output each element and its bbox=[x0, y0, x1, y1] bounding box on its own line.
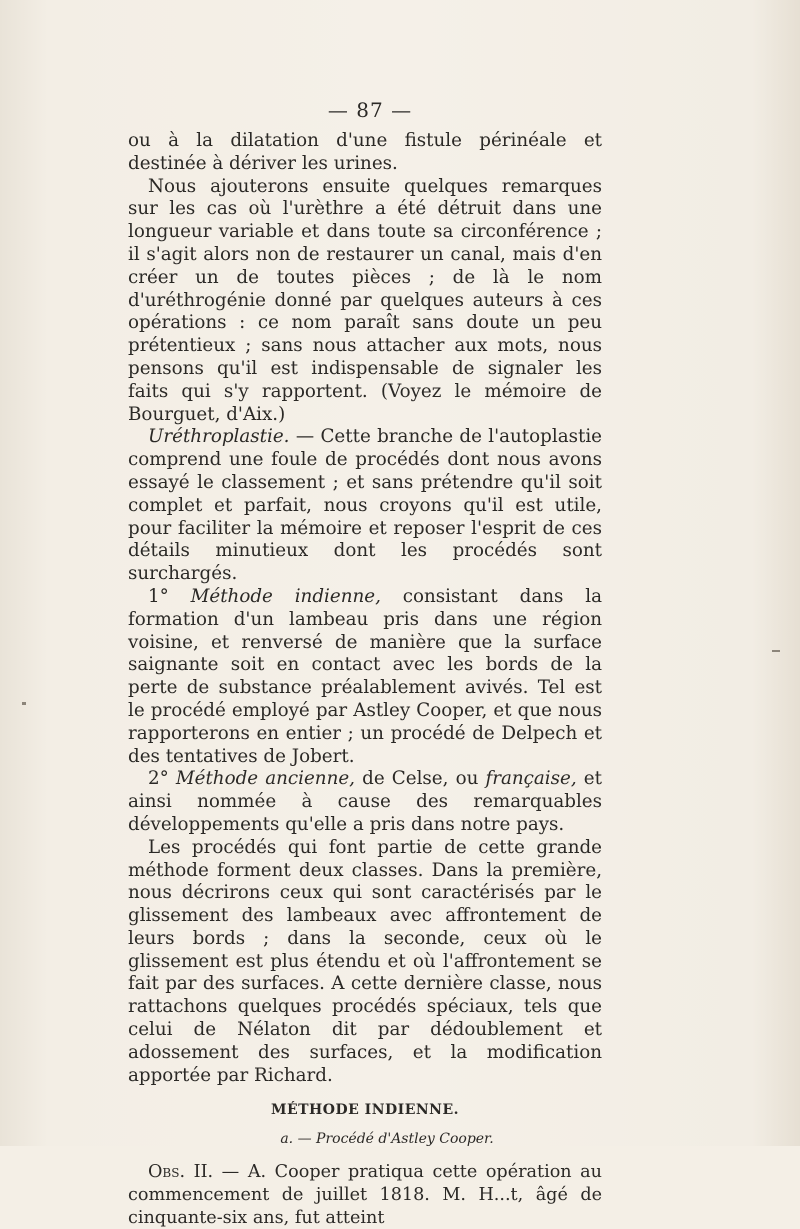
paragraph-lead: Méthode indienne, bbox=[190, 585, 381, 607]
section-title: MÉTHODE INDIENNE. bbox=[270, 1102, 460, 1119]
paragraph-body: consistant dans la formation d'un lambeau pris dans une région voisine, et renversé de manière que la surface saignante soit en contact avec les bords de la perte de substance préalablement avivés. Tel est le procédé employé par Astley Cooper, et que nous rapporterons en entier ; un procédé de Delpech et des tentatives de Jobert. bbox=[128, 585, 602, 767]
observation-label: Obs. II. bbox=[148, 1162, 214, 1183]
paragraph: ou à la dilatation d'une fistule périnéale et destinée à dériver les urines. bbox=[128, 130, 602, 174]
paragraph-body: — Cette branche de l'autoplastie comprend une foule de procédés dont nous avons essayé le classement ; et sans prétendre qu'il soit complet et parfait, nous croyons qu'il est utile, pour faciliter la mémoire et reposer l'esprit de ces détails minutieux dont les procédés sont surchargés. bbox=[128, 426, 602, 585]
paragraph-number: 2° bbox=[148, 768, 176, 790]
paragraph bbox=[128, 426, 602, 586]
subsection-title: a. — Procédé d'Astley Cooper. bbox=[280, 1131, 494, 1148]
observation-text: — A. Cooper pratiqua cette opération au commencement de juillet 1818. M. H...t, âgé de cinquante-six ans, fut atteint bbox=[128, 1162, 603, 1228]
paragraph: Les procédés qui font partie de cette grande méthode forment deux classes. Dans la première, nous décrirons ceux qui sont caractérisés par le glissement des lambeaux avec affrontement de leurs bords ; dans la seconde, ceux où le glissement est plus étendu et où l'affrontement se fait par des surfaces. A cette dernière classe, nous rattachons quelques procédés spéciaux, tels que celui de Nélaton dit par dédoublement et adossement des surfaces, et la modification apportée par Richard. bbox=[128, 836, 602, 1086]
observation-paragraph bbox=[128, 1161, 602, 1229]
paragraph bbox=[128, 768, 602, 836]
paragraph bbox=[128, 586, 602, 768]
paragraph-lead: Méthode ancienne, bbox=[175, 768, 355, 790]
margin-mark bbox=[22, 702, 26, 705]
page-number: — 87 — bbox=[327, 98, 413, 122]
paragraph-lead: Uréthroplastie. bbox=[148, 426, 290, 448]
paragraph-number: 1° bbox=[148, 585, 191, 607]
paragraph-body: et ainsi nommée à cause des remarquables développements qu'elle a pris dans notre pays. bbox=[128, 768, 602, 835]
paragraph-lead: française, bbox=[485, 768, 577, 790]
paragraph: Nous ajouterons ensuite quelques remarques sur les cas où l'urèthre a été détruit dans une longueur variable et dans toute sa circonférence ; il s'agit alors non de restaurer un canal, mais d'en créer un de toutes pièces ; de là le nom d'uréthrogénie donné par quelques auteurs à ces opérations : ce nom paraît sans doute un peu prétentieux ; sans nous attacher aux mots, nous pensons qu'il est indispensable de signaler les faits qui s'y rapportent. (Voyez le mémoire de Bourguet, d'Aix.) bbox=[128, 175, 602, 425]
margin-mark bbox=[772, 650, 780, 652]
paragraph-body: de Celse, ou bbox=[354, 768, 486, 790]
body-text bbox=[128, 130, 602, 1229]
